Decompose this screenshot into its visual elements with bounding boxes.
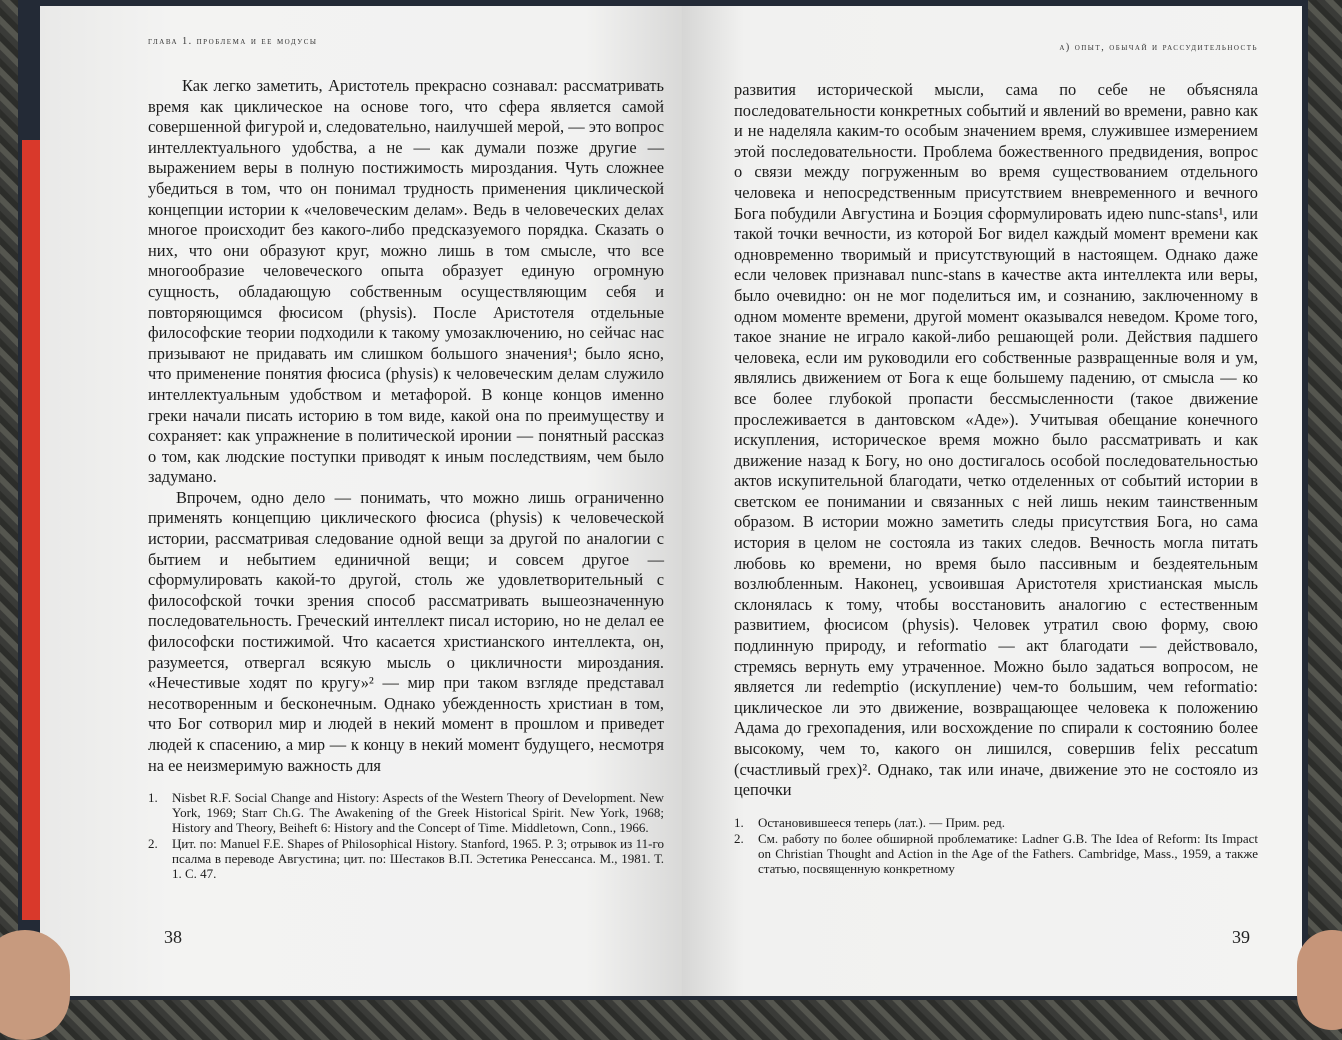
footnote xyxy=(148,836,664,881)
right-page xyxy=(682,6,1302,996)
footnote xyxy=(734,815,1258,830)
left-page xyxy=(40,6,682,996)
footnote xyxy=(148,790,664,835)
footnote-number: 2. xyxy=(148,836,158,852)
thumb-left xyxy=(0,930,70,1040)
footnotes-left xyxy=(148,790,664,881)
footnote-text: См. работу по более обширной проблематике: Ladner G.B. The Idea of Reform: Its Impact on Christian Thought and Action in the Age of the Fathers. Cambridge, Mass., 1959, а также статью, посвященную конкретному xyxy=(758,830,1258,876)
right-body-text xyxy=(734,80,1258,801)
thumb-right xyxy=(1297,930,1342,1030)
footnote xyxy=(734,831,1258,876)
running-head-left: глава 1. проблема и ее модусы xyxy=(148,36,318,47)
paragraph: развития исторической мысли, сама по себе не объясняла последовательности конкретных событий и явлений во времени, равно как и не наделяла каким-то особым значением время, служившее измерением этой последовательности. Проблема божественного предвидения, вопрос о связи между погруженным во время существованием отдельного человека и непосредственным присутствием вневременного и вечного Бога побудили Августина и Боэция сформулировать идею nunc-stans¹, или такой точки вечности, из которой Бог видел каждый момент времени как одновременно творимый и присутствующий в настоящем. Однако даже если человек признавал nunc-stans в качестве акта интеллекта или веры, было очевидно: он не мог поделиться им, и сознанию, заключенному в одном моменте времени, другой момент оказывался неведом. Кроме того, такое знание не играло какой-либо решающей роли. Действия падшего человека, если им руководили его собственные развращенные воля и ум, являлись движением от Бога к еще большему падению, от смысла — ко все более глубокой пропасти бессмысленности (такое движение прослеживается в дантовском «Аде»). Учитывая обещание конечного искупления, историческое время можно было рассматривать и как движение назад к Богу, но оно достигалось особой последовательностью актов искупительной благодати, четко отделенных от событий истории в светском ее понимании и связанных с ней лишь неким таинственным образом. В истории можно заметить следы присутствия Бога, но сама история в целом не состояла из таких следов. Вечность могла питать любовь ко времени, но время было пассивным и бездеятельным возлюбленным. Наконец, усвоившая Аристотеля христианская мысль склонялась к тому, чтобы восстановить аналогию с естественным развитием, фюсисом (physis). Человек утратил свою форму, свою подлинную природу, и reformatio — акт благодати — действовало, стремясь вернуть ему утраченное. Можно было задаться вопросом, не является ли redemptio (искупление) чем-то большим, чем reformatio: циклическое ли это движение, возвращающее человека к положению Адама до грехопадения, или восхождение по спирали к состоянию более высокому, чем то, какого он лишился, совершив felix peccatum (счастливый грех)². Однако, так или иначе, движение это не состояло из цепочки xyxy=(734,80,1258,800)
page-number-left: 38 xyxy=(164,927,182,947)
footnote-text: Цит. по: Manuel F.E. Shapes of Philosophical History. Stanford, 1965. P. 3; отрывок из 11-го псалма в переводе Августина; цит. по: Шестаков В.П. Эстетика Ренессанса. М., 1981. Т. 1. С. 47. xyxy=(172,836,664,882)
running-head-right: а) опыт, обычай и рассудительность xyxy=(1059,42,1258,53)
footnote-number: 2. xyxy=(734,830,744,846)
footnote-text: Остановившееся теперь (лат.). — Прим. ред. xyxy=(758,814,1006,830)
page-number-right: 39 xyxy=(1232,927,1250,947)
footnote-number: 1. xyxy=(148,790,158,806)
paragraph: Впрочем, одно дело — понимать, что можно лишь ограниченно применять концепцию циклического фюсиса (physis) к человеческой истории, рассматривая следование одной вещи за другой по аналогии с бытием и небытием единичной вещи; и совсем другое — сформулировать какой-то другой, столь же удовлетворительный с философской точки зрения способ рассматривать вышеозначенную последовательность. Греческий интеллект писал историю, но не делал ее философски постижимой. Что касается христианского интеллекта, он, разумеется, отвергал всякую мысль о цикличности мироздания. «Нечестивые ходят по кругу»² — мир при таком взгляде представал несотворенным и бесконечным. Однако убежденность христиан в том, что Бог сотворил мир и людей в некий момент в прошлом и приведет людей к спасению, а мир — к концу в некий момент будущего, несмотря на ее неизмеримую важность для xyxy=(148,487,664,775)
left-body-text xyxy=(148,76,664,776)
footnotes-right xyxy=(734,815,1258,876)
footnote-number: 1. xyxy=(734,814,744,830)
paragraph: Как легко заметить, Аристотель прекрасно сознавал: рассматривать время как циклическое на основе того, что сфера является самой совершенной фигурой и, следовательно, наилучшей мерой, — это вопрос интеллектуального удобства, а не — как думали позже другие — выражением веры в полную постижимость мироздания. Чуть сложнее убедиться в том, что он понимал трудность применения циклической концепции истории к «человеческим делам». Ведь в человеческих делах многое происходит без какого-либо предсказуемого порядка. Сказать о них, что они образуют круг, можно лишь в том смысле, что все многообразие человеческого опыта образует единую огромную сущность, обладающую собственным осуществляющим себя и повторяющимся фюсисом (physis). После Аристотеля отдельные философские теории подходили к такому умозаключению, но сейчас нас призывают не придавать им слишком большого значения¹; было ясно, что применение понятия фюсиса (physis) к человеческим делам служило интеллектуальным удобством и метафорой. В конце концов именно греки начали писать историю в том виде, какой она по преимуществу и сохраняет: как упражнение в политической иронии — понятный рассказ о том, как людские поступки приводят к иным последствиям, чем было задумано. xyxy=(148,76,664,487)
footnote-text: Nisbet R.F. Social Change and History: Aspects of the Western Theory of Development. New York, 1969; Starr Ch.G. The Awakening of the Greek Historical Spirit. New York, 1968; History and Theory, Beiheft 6: History and the Concept of Time. Middletown, Conn., 1966. xyxy=(172,790,664,836)
